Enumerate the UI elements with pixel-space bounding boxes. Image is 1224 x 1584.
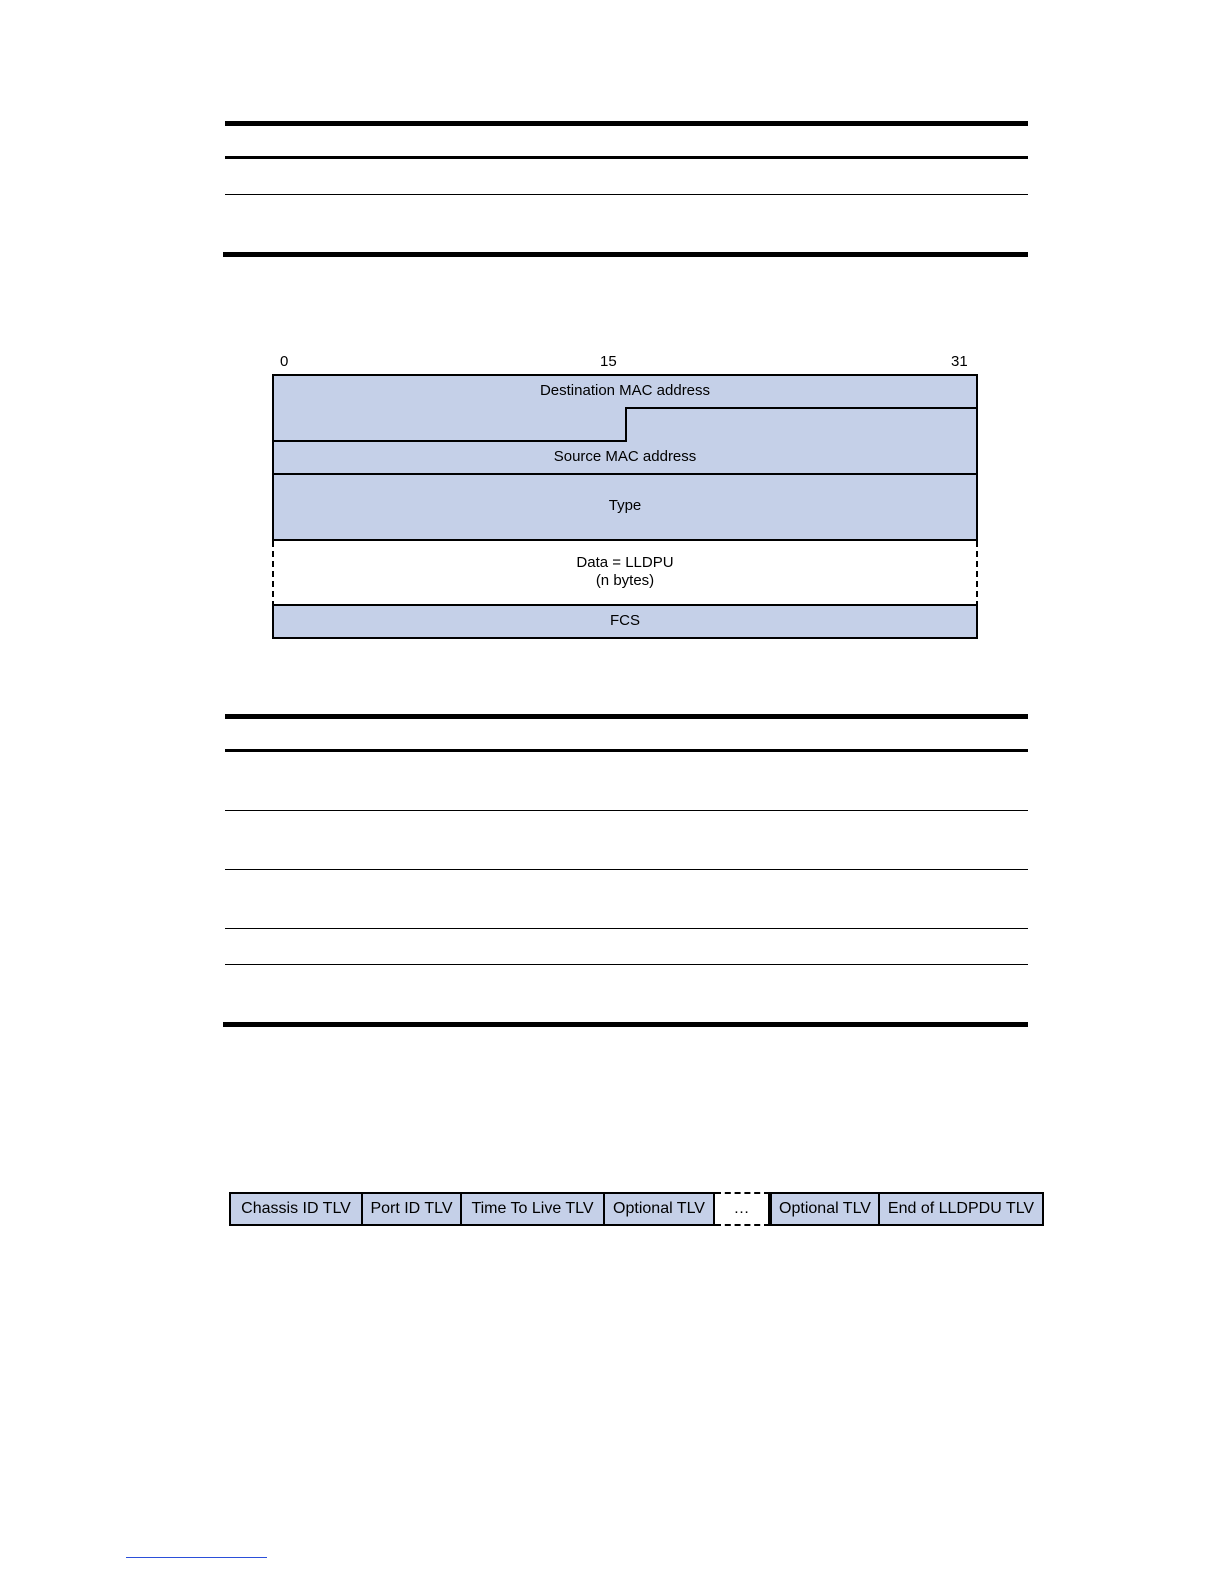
table2-row-rule bbox=[225, 810, 1028, 811]
tlv-end-of-lldpdu: End of LLDPDU TLV bbox=[880, 1192, 1044, 1226]
table2-bottom-rule bbox=[223, 1022, 1028, 1027]
bit-label-31: 31 bbox=[951, 353, 968, 370]
type-label: Type bbox=[608, 497, 642, 514]
bit-label-15: 15 bbox=[600, 353, 617, 370]
table2-top-rule bbox=[225, 714, 1028, 719]
frame-format-shapes bbox=[0, 0, 1224, 700]
footnote-link-underline bbox=[126, 1557, 267, 1558]
table2-row-rule bbox=[225, 928, 1028, 929]
tlv-optional: Optional TLV bbox=[605, 1192, 715, 1226]
source-mac-label: Source MAC address bbox=[553, 448, 697, 465]
data-label-line2: (n bytes) bbox=[595, 572, 655, 589]
tlv-port-id: Port ID TLV bbox=[363, 1192, 462, 1226]
bit-label-0: 0 bbox=[280, 353, 289, 370]
data-label-line1: Data = LLDPU bbox=[576, 554, 674, 571]
tlv-optional: Optional TLV bbox=[770, 1192, 880, 1226]
table2-header-rule bbox=[225, 749, 1028, 752]
tlv-chassis-id: Chassis ID TLV bbox=[229, 1192, 363, 1226]
fcs-label: FCS bbox=[610, 612, 640, 629]
table2-row-rule bbox=[225, 964, 1028, 965]
destination-mac-label: Destination MAC address bbox=[539, 382, 711, 399]
table2-row-rule bbox=[225, 869, 1028, 870]
tlv-ellipsis: … bbox=[715, 1192, 770, 1226]
lldpdu-format-diagram bbox=[229, 1192, 1044, 1226]
tlv-time-to-live: Time To Live TLV bbox=[462, 1192, 605, 1226]
